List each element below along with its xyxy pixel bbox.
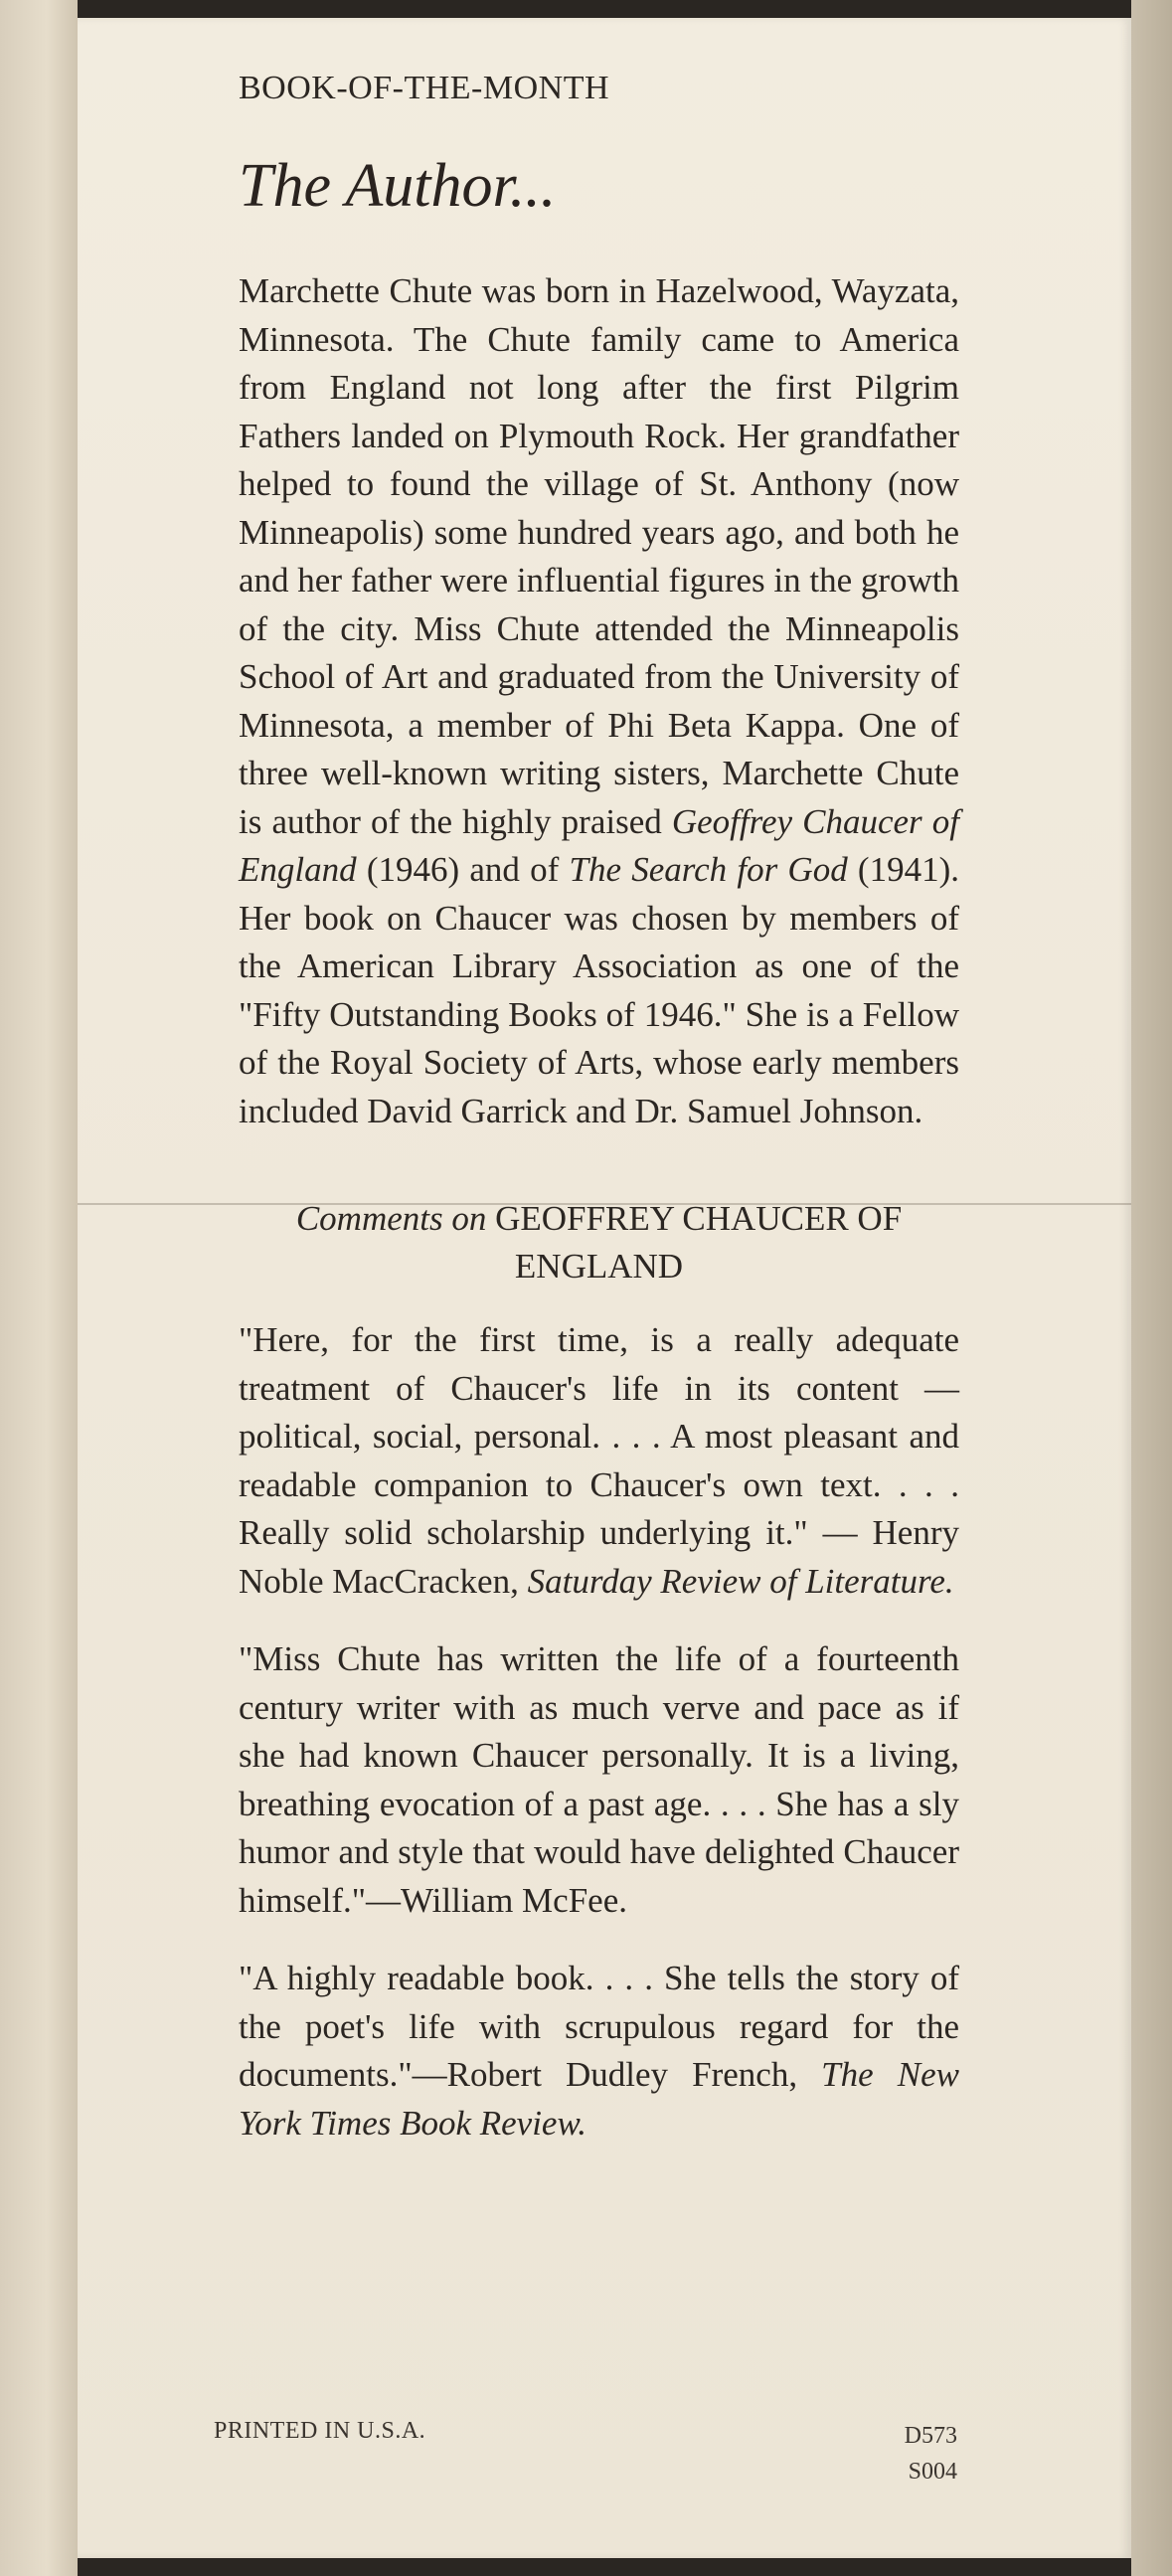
quote-1-source: Saturday Review of Literature. xyxy=(527,1561,954,1601)
right-edge xyxy=(1131,0,1172,2576)
quote-2 xyxy=(239,1635,959,1925)
quote-3 xyxy=(239,1955,959,2147)
document-body xyxy=(239,70,959,2177)
quote-3-text: "A highly readable book. . . . She tells the story of the poet's life with scrupulous regard for the documents."—Robert Dudley French, xyxy=(239,1959,959,2094)
comments-heading xyxy=(239,1195,959,1290)
code-1: D573 xyxy=(904,2423,957,2449)
quote-1-text: "Here, for the first time, is a really adequate treatment of Chaucer's life in its content — political, social, personal. . . . A most pleasant and readable companion to Chaucer's own text. . . . Really solid scholarship underlying it." — Henry Noble MacCracken, xyxy=(239,1320,959,1601)
quote-2-text: "Miss Chute has written the life of a fourteenth century writer with as much verve and pace as if she had known Chaucer personally. It is a living, breathing evocation of a past age. . . . She has a sly humor and style that would have delighted Chaucer himself."—William McFee. xyxy=(239,1639,959,1920)
code-2: S004 xyxy=(908,2459,957,2485)
printed-label: PRINTED IN U.S.A. xyxy=(214,2418,426,2444)
bio-book-1: Geoffrey Chaucer of England xyxy=(239,801,959,889)
quote-1 xyxy=(239,1316,959,1606)
comments-heading-italic: Comments on xyxy=(295,1199,487,1238)
footer-codes xyxy=(905,2418,957,2490)
page-title: The Author... xyxy=(239,152,557,220)
bio-text-3: (1941). Her book on Chaucer was chosen by members of the American Library Association as one of the "Fifty Outstanding Books of 1946." She is a Fellow of the Royal Society of Arts, whose early members included David Garrick and Dr. Samuel Johnson. xyxy=(239,850,959,1130)
bio-text-1: Marchette Chute was born in Hazelwood, Wayzata, Minnesota. The Chute family came to America from England not long after the first Pilgrim Fathers landed on Plymouth Rock. Her grandfather helped to found the village of St. Anthony (now Minneapolis) some hundred years ago, and both he and her father were influential figures in the growth of the city. Miss Chute attended the Minneapolis School of Art and graduated from the University of Minnesota, a member of Phi Beta Kappa. One of three well-known writing sisters, Marchette Chute is author of the highly praised xyxy=(239,271,960,841)
bio-text-2: (1946) and of xyxy=(356,850,570,889)
author-bio xyxy=(239,267,959,1135)
bio-book-2: The Search for God xyxy=(569,850,848,889)
quote-3-source: The New York Times Book Review. xyxy=(239,2055,959,2143)
comments-heading-rest: GEOFFREY CHAUCER OF ENGLAND xyxy=(486,1199,903,1286)
left-flap xyxy=(0,0,78,2576)
eyebrow-label: BOOK-OF-THE-MONTH xyxy=(239,70,610,106)
